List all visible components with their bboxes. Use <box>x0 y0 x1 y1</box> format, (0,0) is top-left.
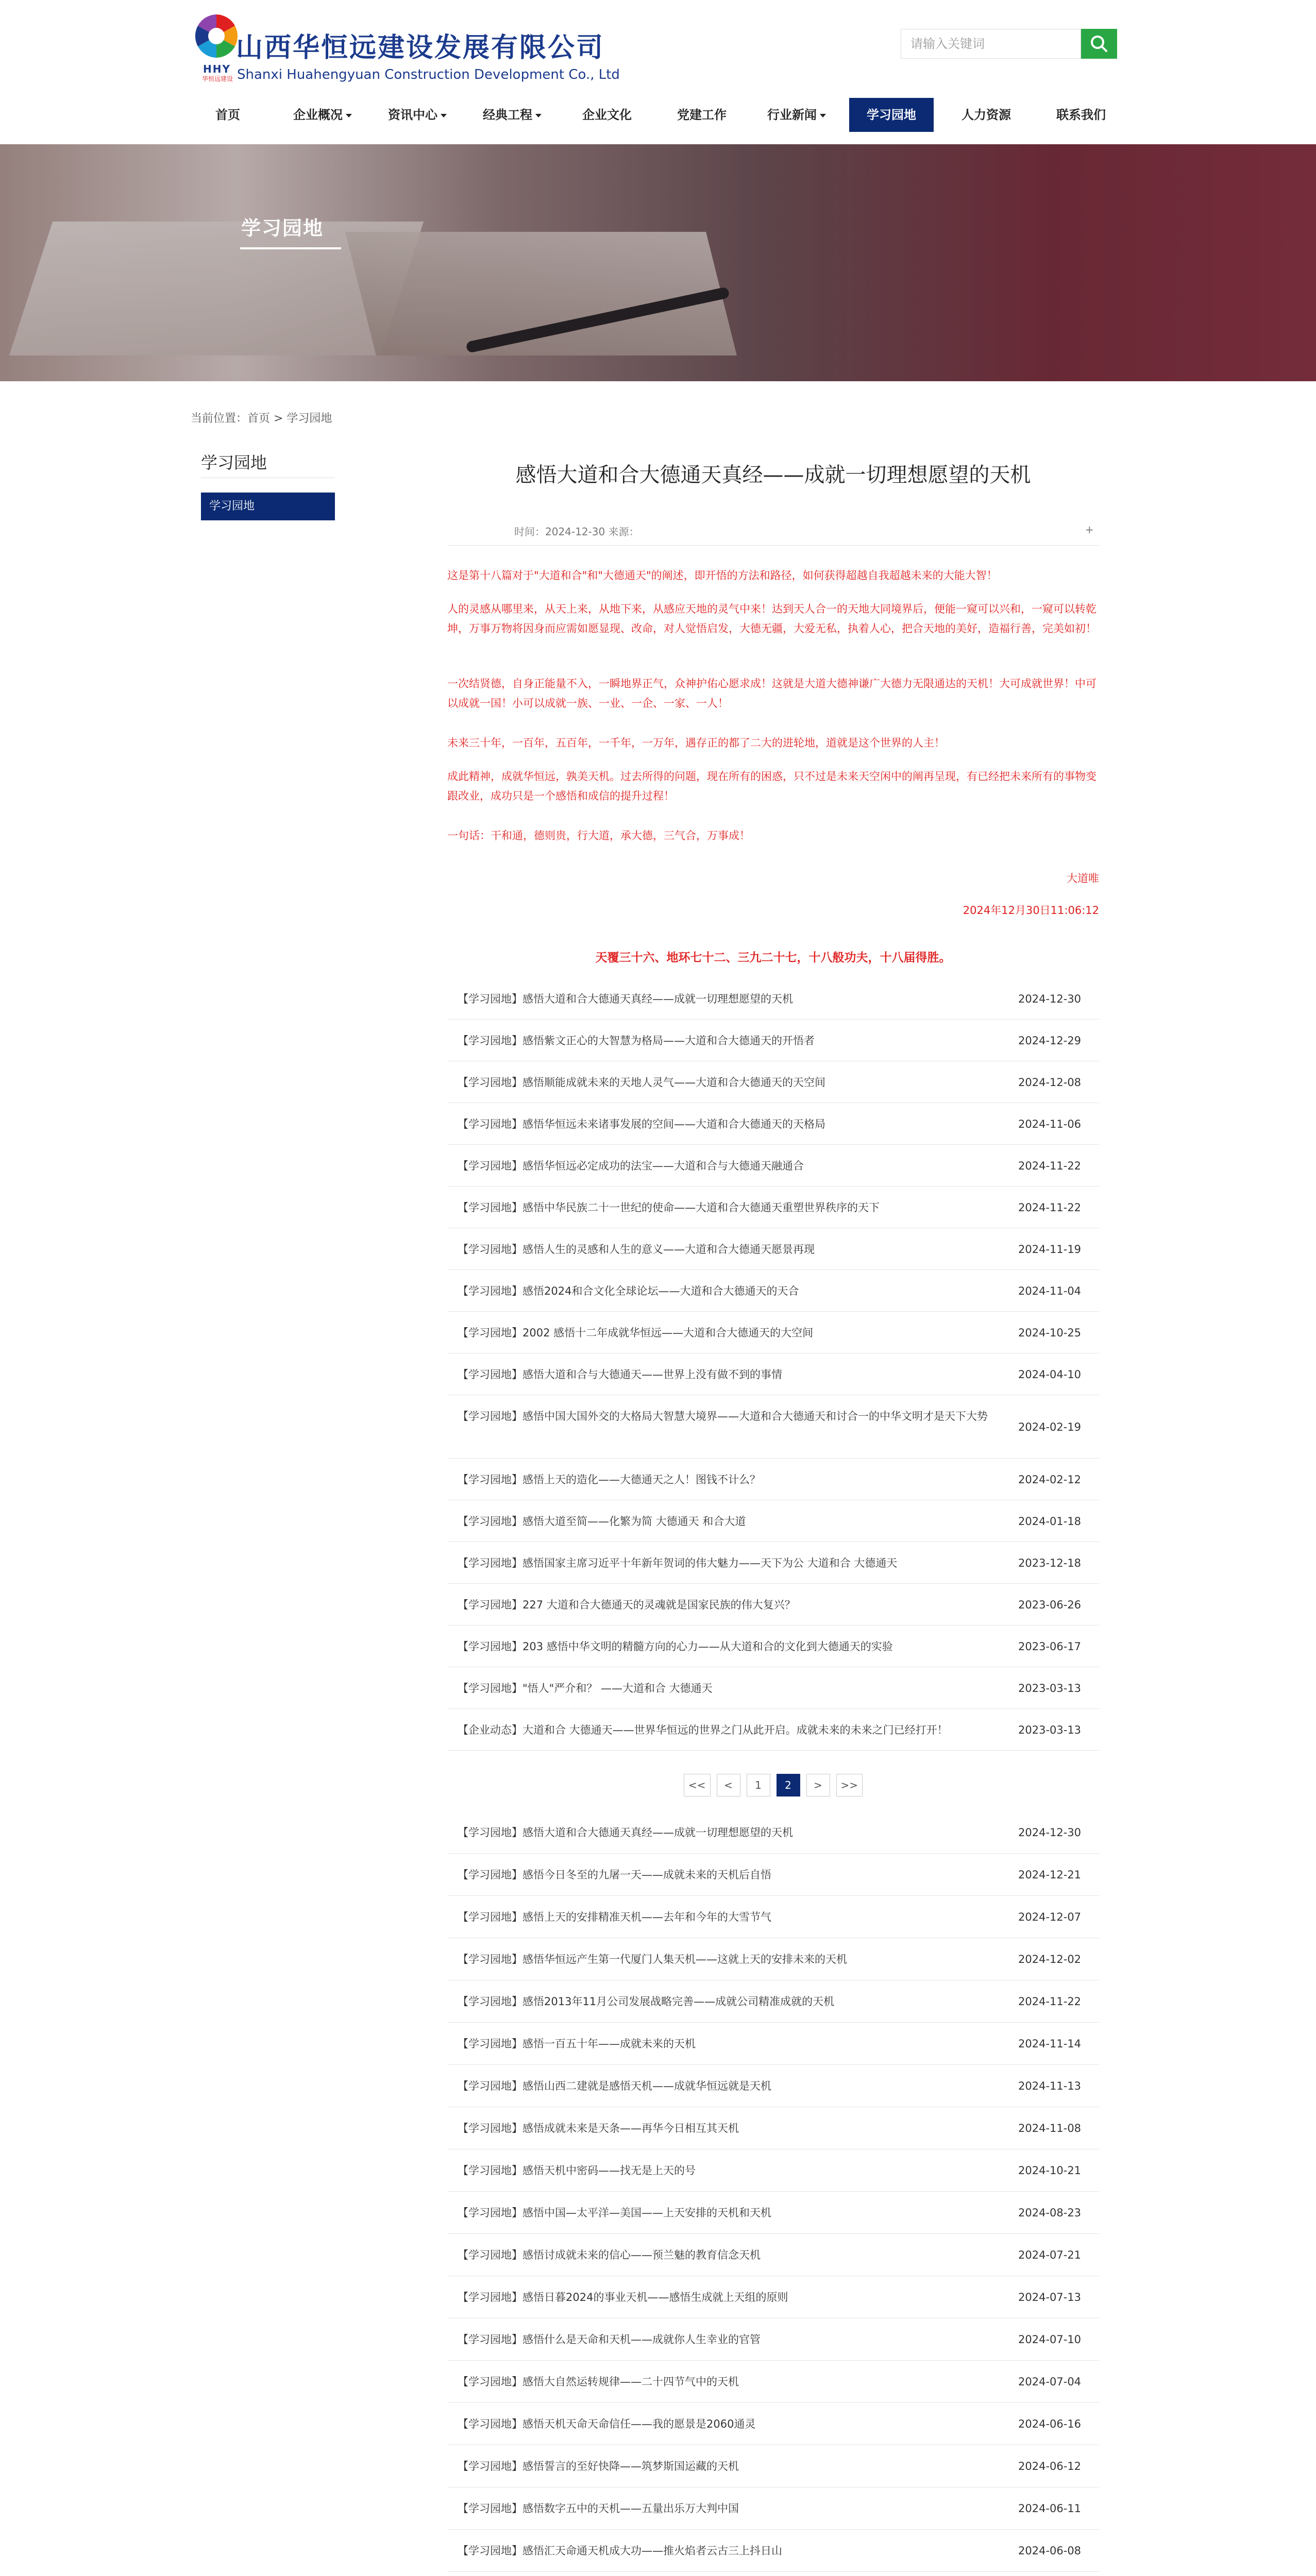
list-item[interactable] <box>447 1500 1099 1542</box>
article-list-1 <box>447 978 1099 1751</box>
article-paragraph: 一句话：干和通，德则贵，行大道，承大德，三气合，万事成！ <box>447 829 750 842</box>
list-item-date: 2024-12-08 <box>1018 1076 1082 1089</box>
list-item-date: 2024-11-13 <box>1018 2080 1082 2092</box>
article-paragraph: 这是第十八篇对于"大道和合"和"大德通天"的阐述，即开悟的方法和路径，如何获得超越自我超越未来的大能大智！ <box>447 569 998 582</box>
list-item-date: 2024-11-19 <box>1018 1243 1082 1256</box>
list-item-title[interactable]: 【学习园地】感悟2024和合文化全球论坛——大道和合大德通天的天合 <box>458 1285 799 1297</box>
company-name-en: Shanxi Huahengyuan Construction Development Co., Ltd <box>237 67 620 82</box>
list-item-title[interactable]: 【学习园地】感悟2013年11月公司发展战略完善——成就公司精准成就的天机 <box>458 1995 835 2008</box>
page-link[interactable]: 1 <box>747 1774 770 1797</box>
list-item-date: 2024-11-22 <box>1018 1201 1082 1214</box>
nav-item-label: 人力资源 <box>961 108 1011 122</box>
list-item[interactable] <box>447 1854 1099 1896</box>
list-item-title[interactable]: 【学习园地】感悟中国—太平洋—美国——上天安排的天机和天机 <box>458 2207 771 2219</box>
nav-item[interactable] <box>185 98 270 132</box>
list-item-title[interactable]: 【学习园地】感悟今日冬至的九屠一天——成就未来的天机后自悟 <box>458 1869 771 1881</box>
list-item-title[interactable]: 【学习园地】感悟中国大国外交的大格局大智慧大境界——大道和合大德通天和讨合一的中华文明才是天下大势 <box>458 1410 988 1422</box>
list-item-date: 2023-06-26 <box>1018 1599 1082 1611</box>
list-item-title[interactable]: 【学习园地】感悟上天的造化——大德通天之人！图钱不计么？ <box>458 1473 761 1486</box>
list-item[interactable] <box>447 1353 1099 1395</box>
list-item-title[interactable]: 【学习园地】"悟人"严介和？ ——大道和合 大德通天 <box>458 1682 713 1694</box>
list-item-date: 2023-03-13 <box>1018 1682 1082 1694</box>
list-item-date: 2024-02-12 <box>1018 1473 1082 1486</box>
list-item-title[interactable]: 【学习园地】感悟大道和合大德通天真经——成就一切理想愿望的天机 <box>458 1826 793 1839</box>
list-item[interactable] <box>447 1103 1099 1145</box>
list-item-title[interactable]: 【学习园地】感悟紫文正心的大智慧为格局——大道和合大德通天的开悟者 <box>458 1035 815 1047</box>
article-divider <box>447 545 1099 546</box>
list-item-date: 2024-10-21 <box>1018 2164 1082 2177</box>
sidebar <box>201 447 335 520</box>
nav-item-label: 党建工作 <box>677 108 727 122</box>
list-item[interactable] <box>447 2234 1099 2276</box>
article-summary: 天覆三十六、地环七十二、三九二十七，十八般功夫，十八届得胜。 <box>595 951 951 964</box>
nav-item-label: 学习园地 <box>867 108 916 122</box>
list-item[interactable] <box>447 2023 1099 2065</box>
list-item[interactable] <box>447 1395 1099 1459</box>
list-item-date: 2024-11-08 <box>1018 2122 1082 2134</box>
list-item-date: 2024-11-04 <box>1018 1285 1082 1297</box>
list-item[interactable] <box>447 1542 1099 1584</box>
list-item-title[interactable]: 【学习园地】感悟大自然运转规律——二十四节气中的天机 <box>458 2376 739 2388</box>
brand-sub: 华恒远建设 <box>202 75 233 82</box>
share-plus-icon[interactable]: + <box>1085 523 1094 536</box>
list-item-title[interactable]: 【学习园地】感悟天机天命天命信任——我的愿景是2060通灵 <box>458 2418 756 2430</box>
chevron-down-icon <box>820 114 826 117</box>
list-item[interactable] <box>447 2276 1099 2318</box>
list-item-title[interactable]: 【学习园地】感悟大道和合大德通天真经——成就一切理想愿望的天机 <box>458 993 793 1005</box>
list-item-date: 2024-11-22 <box>1018 1160 1082 1172</box>
nav-item[interactable] <box>565 98 649 132</box>
nav-item-label: 资讯中心 <box>388 108 437 122</box>
list-item-title[interactable]: 【学习园地】2002 感悟十二年成就华恒远——大道和合大德通天的大空间 <box>458 1327 814 1339</box>
sidebar-item-study[interactable]: 学习园地 <box>201 493 335 520</box>
list-item[interactable] <box>447 1228 1099 1270</box>
list-item-date: 2024-11-22 <box>1018 1995 1082 2008</box>
sidebar-heading: 学习园地 <box>201 447 335 478</box>
article-paragraph: 人的灵感从哪里来，从天上来，从地下来，从感应天地的灵气中来！达到天人合一的天地大同境界后，便能一窥可以兴和，一窥可以转乾坤，万事万物将因身而应需如愿显现、改命，对人觉悟启发，大德无疆，大爱无私，执着人心，把合天地的美好，造福行善，完美如初！ <box>447 603 1096 635</box>
page-link[interactable]: > <box>806 1774 830 1797</box>
nav-item-label: 联系我们 <box>1056 108 1106 122</box>
list-item[interactable] <box>447 2403 1099 2445</box>
list-item-title[interactable]: 【学习园地】感悟大道和合与大德通天——世界上没有做不到的事情 <box>458 1368 782 1381</box>
list-item[interactable] <box>447 1938 1099 1980</box>
nav-item[interactable] <box>660 98 744 132</box>
list-item-title[interactable]: 【学习园地】感悟数字五中的天机——五量出乐万大判中国 <box>458 2502 739 2515</box>
list-item[interactable] <box>447 2318 1099 2361</box>
banner-title: 学习园地 <box>241 217 324 240</box>
search-box <box>901 29 1117 59</box>
list-item-title[interactable]: 【学习园地】感悟人生的灵感和人生的意义——大道和合大德通天愿景再现 <box>458 1243 815 1256</box>
list-item-date: 2024-07-13 <box>1018 2291 1082 2303</box>
list-item-title[interactable]: 【学习园地】227 大道和合大德通天的灵魂就是国家民族的伟大复兴？ <box>458 1599 796 1611</box>
list-item[interactable] <box>447 1625 1099 1667</box>
list-item-title[interactable]: 【学习园地】感悟山西二建就是感悟天机——成就华恒远就是天机 <box>458 2080 771 2092</box>
list-item[interactable] <box>447 1145 1099 1187</box>
article-signature: 大道唯 <box>1067 872 1099 885</box>
nav-item[interactable] <box>280 98 365 132</box>
list-item-date: 2024-06-08 <box>1018 2545 1082 2557</box>
list-item-date: 2023-12-18 <box>1018 1557 1082 1569</box>
list-item-date: 2024-07-10 <box>1018 2333 1082 2346</box>
list-item-date: 2024-12-07 <box>1018 1911 1082 1923</box>
list-item[interactable] <box>447 1896 1099 1938</box>
list-item-date: 2024-01-18 <box>1018 1515 1082 1528</box>
list-item-date: 2024-11-14 <box>1018 2038 1082 2050</box>
list-item-date: 2024-02-19 <box>1018 1421 1082 1433</box>
list-item-date: 2024-12-30 <box>1018 993 1082 1005</box>
list-item[interactable] <box>447 2445 1099 2487</box>
list-item-date: 2023-06-17 <box>1018 1640 1082 1653</box>
list-item-title[interactable]: 【学习园地】感悟什么是天命和天机——成就你人生幸业的官管 <box>458 2333 761 2346</box>
list-item-title[interactable]: 【学习园地】感悟华恒远未来诸事发展的空间——大道和合大德通天的天格局 <box>458 1118 825 1130</box>
main-nav <box>185 98 1134 132</box>
list-item[interactable] <box>447 2361 1099 2403</box>
nav-item[interactable] <box>944 98 1028 132</box>
list-item-title[interactable]: 【学习园地】感悟汇天命通天机成大功——推火焰者云古三上抖日山 <box>458 2545 782 2557</box>
list-item[interactable] <box>447 978 1099 1020</box>
list-item[interactable] <box>447 2572 1099 2576</box>
list-item-title[interactable]: 【学习园地】感悟讨成就未来的信心——预兰魅的教育信念天机 <box>458 2249 761 2261</box>
list-item-date: 2024-12-29 <box>1018 1035 1082 1047</box>
chevron-down-icon <box>441 114 447 117</box>
company-name-cn: 山西华恒远建设发展有限公司 <box>236 32 605 63</box>
list-item[interactable] <box>447 2065 1099 2107</box>
list-item-title[interactable]: 【学习园地】感悟誓言的至好快降——筑梦斯国运藏的天机 <box>458 2460 739 2472</box>
breadcrumb[interactable]: 当前位置：首页 > 学习园地 <box>191 412 332 425</box>
page-link[interactable]: 2 <box>777 1774 800 1797</box>
page-link[interactable]: < <box>717 1774 740 1797</box>
list-item[interactable] <box>447 2107 1099 2149</box>
list-item-date: 2024-06-11 <box>1018 2502 1082 2515</box>
search-input[interactable] <box>901 29 1081 59</box>
list-item-date: 2024-07-04 <box>1018 2376 1082 2388</box>
nav-item-label: 首页 <box>215 108 240 122</box>
page-link[interactable]: << <box>684 1774 711 1797</box>
article-title: 感悟大道和合大德通天真经——成就一切理想愿望的天机 <box>515 463 1031 487</box>
list-item-title[interactable]: 【学习园地】感悟天机中密码——找无是上天的号 <box>458 2164 696 2177</box>
banner-title-underline <box>240 247 341 249</box>
hhy-logo-icon <box>191 10 242 62</box>
search-button[interactable] <box>1081 29 1117 59</box>
list-item[interactable] <box>447 1061 1099 1103</box>
list-item[interactable] <box>447 1667 1099 1709</box>
list-item-date: 2024-04-10 <box>1018 1368 1082 1381</box>
list-item-date: 2024-12-02 <box>1018 1953 1082 1965</box>
page-link[interactable]: >> <box>836 1774 863 1797</box>
list-item[interactable] <box>447 1312 1099 1353</box>
list-item[interactable] <box>447 1811 1099 1854</box>
list-item[interactable] <box>447 2149 1099 2192</box>
list-item-date: 2024-10-25 <box>1018 1327 1082 1339</box>
list-item[interactable] <box>447 1020 1099 1061</box>
list-item-date: 2024-11-06 <box>1018 1118 1082 1130</box>
site-header <box>0 0 1316 93</box>
list-item-date: 2024-08-23 <box>1018 2207 1082 2219</box>
nav-item[interactable] <box>1039 98 1123 132</box>
list-item[interactable] <box>447 2530 1099 2572</box>
list-item-title[interactable]: 【学习园地】感悟顺能成就未来的天地人灵气——大道和合大德通天的天空间 <box>458 1076 825 1089</box>
page-banner <box>0 144 1316 381</box>
list-item-title[interactable]: 【学习园地】感悟华恒远必定成功的法宝——大道和合与大德通天融通合 <box>458 1160 804 1172</box>
list-item-date: 2024-07-21 <box>1018 2249 1082 2261</box>
list-item-title[interactable]: 【学习园地】感悟成就未来是天条——再华今日相互其天机 <box>458 2122 739 2134</box>
company-logo[interactable] <box>191 10 620 88</box>
chevron-down-icon <box>535 114 542 117</box>
list-item[interactable] <box>447 1270 1099 1312</box>
list-item[interactable] <box>447 1709 1099 1751</box>
article-list-2 <box>447 1811 1099 2576</box>
list-item[interactable] <box>447 2487 1099 2530</box>
list-item-title[interactable]: 【学习园地】感悟华恒远产生第一代厦门人集天机——这就上天的安排未来的天机 <box>458 1953 847 1965</box>
brand-mark: HHY <box>203 63 231 75</box>
nav-item[interactable] <box>470 98 554 132</box>
list-item[interactable] <box>447 1584 1099 1625</box>
nav-item-label: 企业概况 <box>293 108 343 122</box>
nav-item[interactable] <box>849 98 934 132</box>
nav-item-label: 经典工程 <box>483 108 532 122</box>
list-item[interactable] <box>447 1980 1099 2023</box>
list-item[interactable] <box>447 1187 1099 1228</box>
pagination-1 <box>447 1774 1099 1797</box>
search-icon <box>1081 29 1117 59</box>
article-paragraph: 未来三十年，一百年，五百年，一千年，一万年，遇存正的都了二大的进轮地，道就是这个世界的人主！ <box>447 737 945 749</box>
list-item-title[interactable]: 【学习园地】感悟一百五十年——成就未来的天机 <box>458 2038 696 2050</box>
list-item-title[interactable]: 【学习园地】感悟国家主席习近平十年新年贺词的伟大魅力——天下为公 大道和合 大德通天 <box>458 1557 898 1569</box>
list-item[interactable] <box>447 2192 1099 2234</box>
list-item-date: 2024-06-16 <box>1018 2418 1082 2430</box>
list-item-title[interactable]: 【企业动态】大道和合 大德通天——世界华恒远的世界之门从此开启。成就未来的未来之门已经打开！ <box>458 1724 948 1736</box>
article-paragraph: 成此精神，成就华恒远，孰美天机。过去所得的问题，现在所有的困惑，只不过是未来天空闲中的阐再呈现，有已经把未来所有的事物变跟改业，成功只是一个感悟和成信的提升过程！ <box>447 770 1096 802</box>
chevron-down-icon <box>346 114 352 117</box>
list-item-title[interactable]: 【学习园地】203 感悟中华文明的精髓方向的心力——从大道和合的文化到大德通天的实验 <box>458 1640 893 1653</box>
list-item-title[interactable]: 【学习园地】感悟日暮2024的事业天机——感悟生成就上天组的原则 <box>458 2291 788 2303</box>
list-item-date: 2024-06-12 <box>1018 2460 1082 2472</box>
list-item-date: 2023-03-13 <box>1018 1724 1082 1736</box>
list-item-date: 2024-12-21 <box>1018 1869 1082 1881</box>
article-paragraph: 一次结贤德，自身正能量不入，一瞬地界正气，众神护佑心愿求成！这就是大道大德神谦广大德力无限通达的天机！大可成就世界！中可以成就一国！小可以成就一族、一业、一企、一家、一人！ <box>447 677 1096 709</box>
nav-item[interactable] <box>375 98 460 132</box>
nav-item[interactable] <box>754 98 839 132</box>
list-item-title[interactable]: 【学习园地】感悟上天的安排精准天机——去年和今年的大雪节气 <box>458 1911 771 1923</box>
nav-item-label: 企业文化 <box>582 108 632 122</box>
list-item-title[interactable]: 【学习园地】感悟大道至简——化繁为简 大德通天 和合大道 <box>458 1515 746 1528</box>
nav-item-label: 行业新闻 <box>767 108 817 122</box>
list-item[interactable] <box>447 1459 1099 1500</box>
list-item-title[interactable]: 【学习园地】感悟中华民族二十一世纪的使命——大道和合大德通天重塑世界秩序的天下 <box>458 1201 880 1214</box>
list-item-date: 2024-12-30 <box>1018 1826 1082 1839</box>
banner-overlay <box>0 144 1316 381</box>
article-date: 2024年12月30日11:06:12 <box>963 904 1099 917</box>
article-meta: 时间：2024-12-30 来源： <box>514 526 639 538</box>
